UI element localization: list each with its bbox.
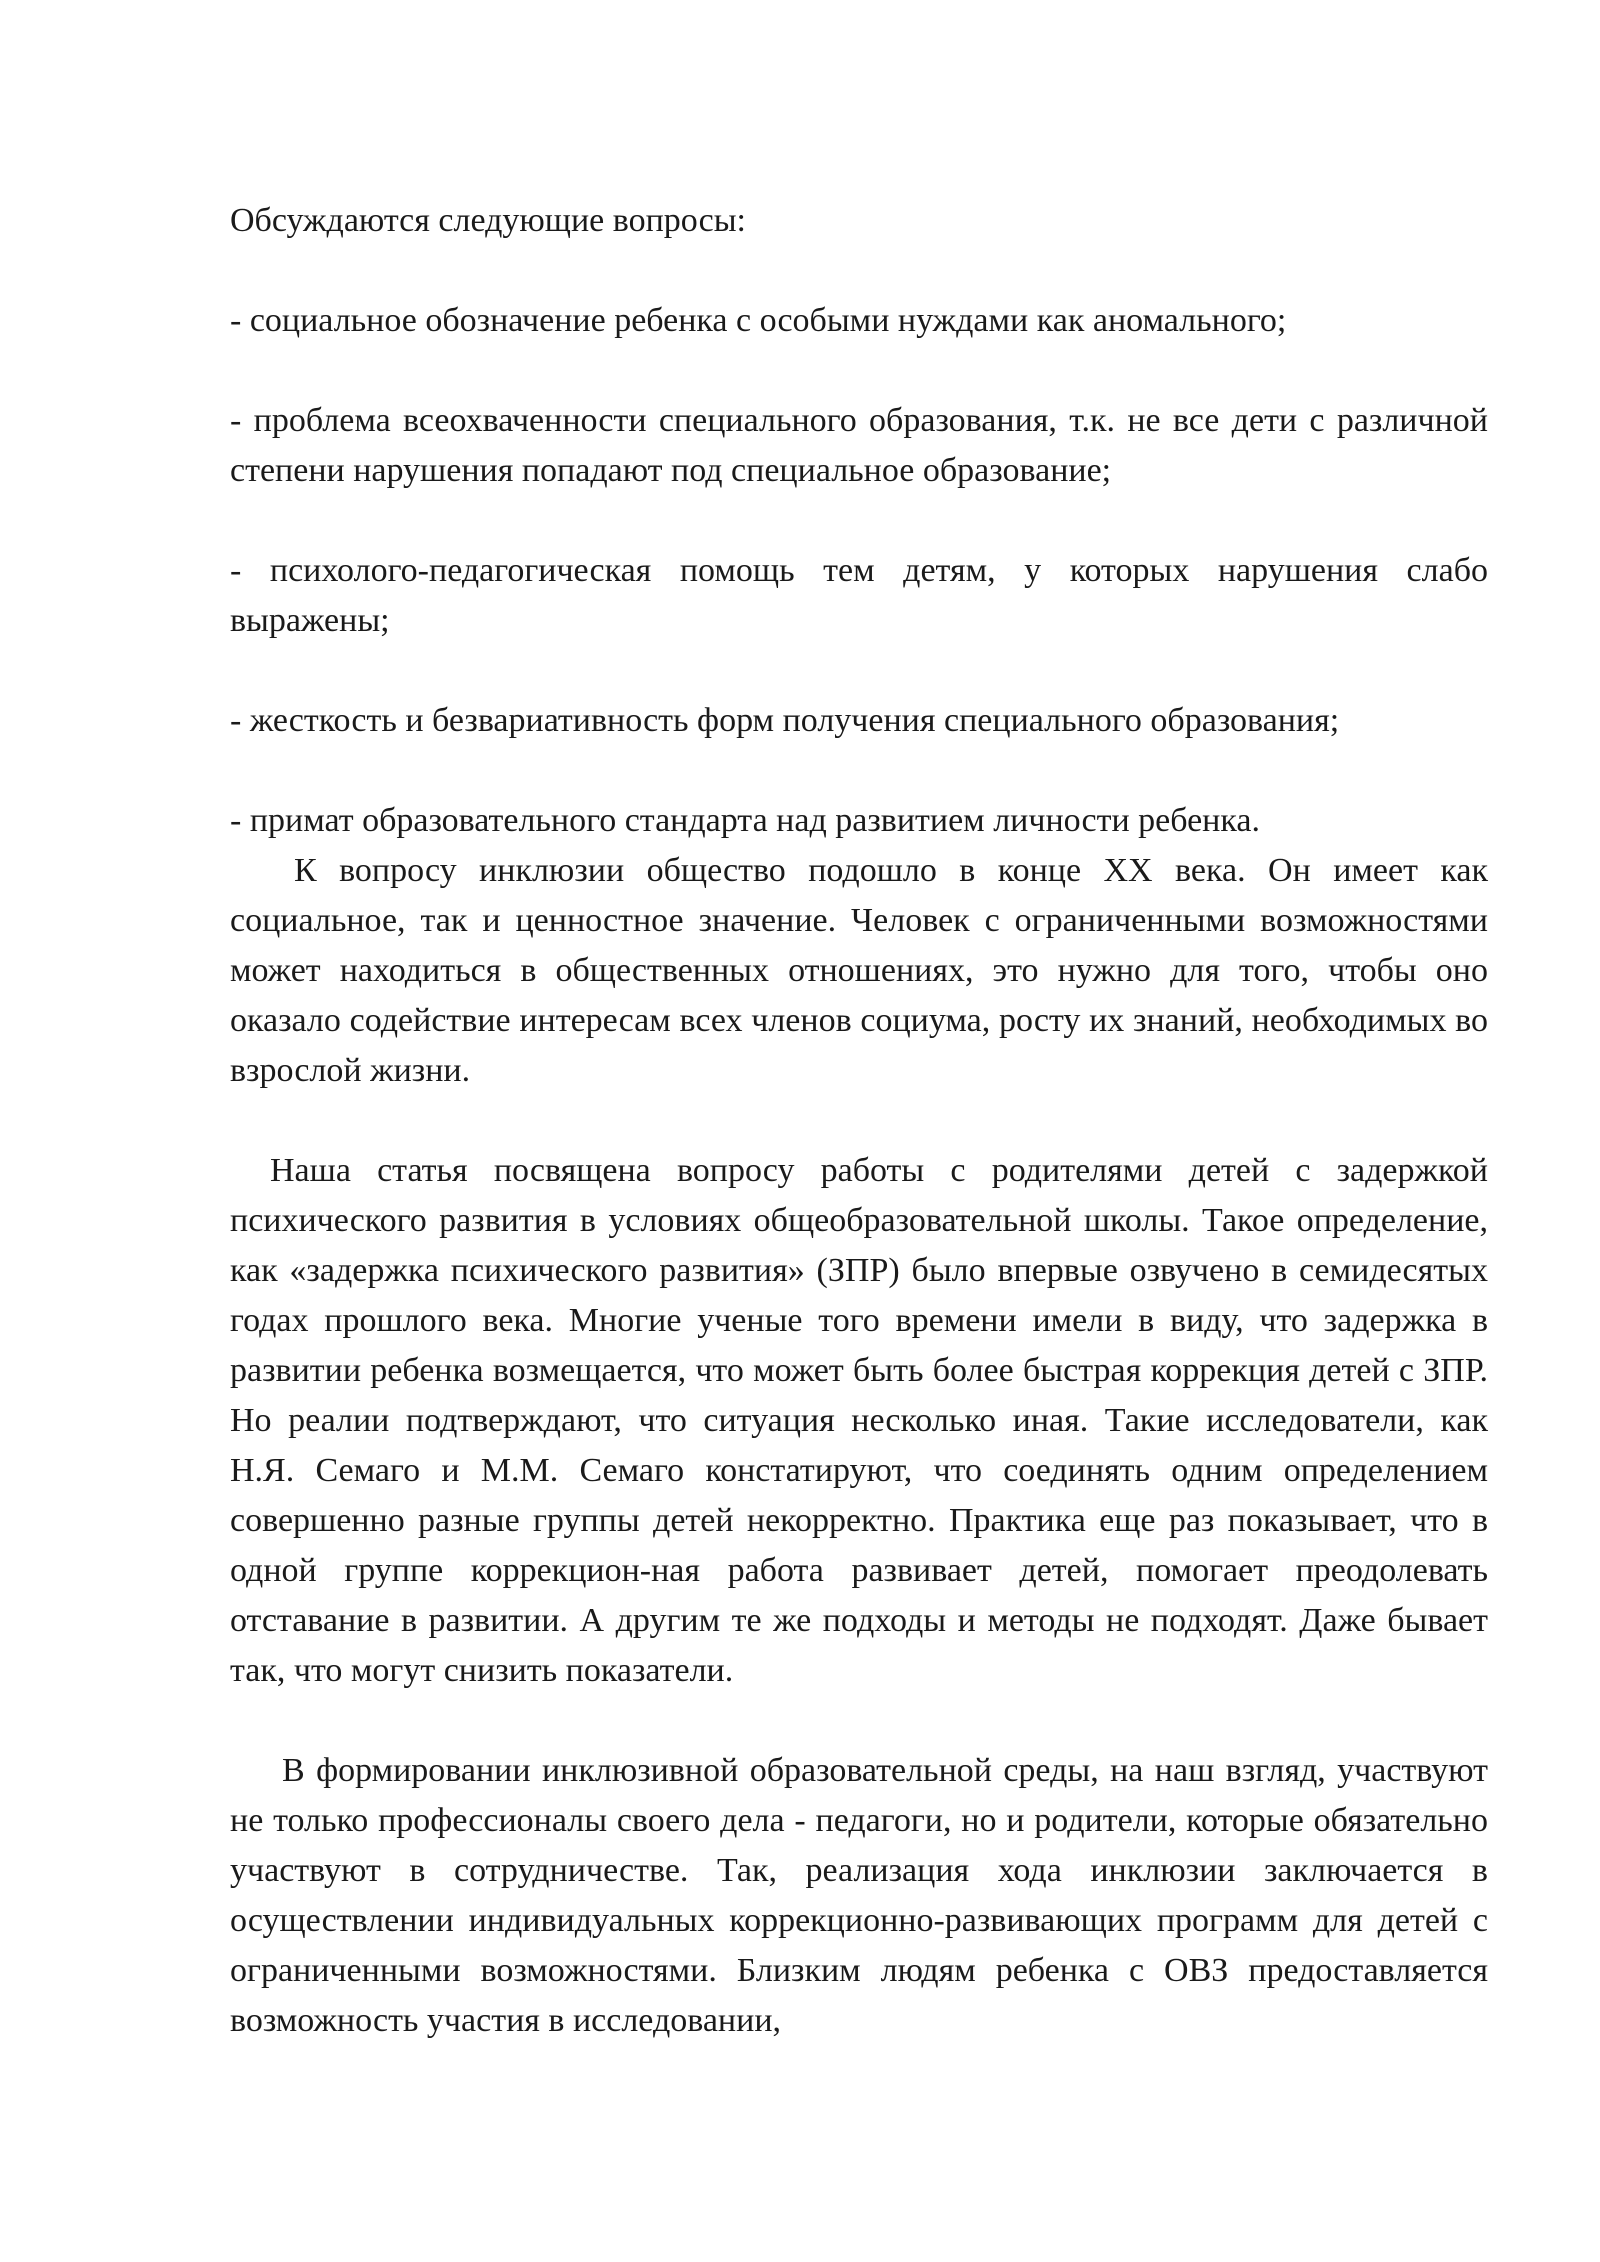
paragraph-inclusive-environment: В формировании инклюзивной образовательной среды, на наш взгляд, участвуют не только профессионалы своего дела - педагоги, но и родители, которые обязательно участвуют в сотрудничестве. Так, реализация хода инклюзии заключается в осуществлении индивидуальных коррекционно-развивающих программ для детей с ограниченными возможностями. Близким людям ребенка с ОВЗ предоставляется возможность участия в исследовании, bbox=[230, 1752, 1488, 2039]
intro-line: Обсуждаются следующие вопросы: bbox=[230, 202, 746, 239]
paragraph-inclusion: К вопросу инклюзии общество подошло в конце XX века. Он имеет как социальное, так и ценностное значение. Человек с ограниченными возможностями может находиться в общественных отношениях, это нужно для того, чтобы оно оказало содействие интересам всех членов социума, росту их знаний, необходимых во взрослой жизни. bbox=[230, 852, 1488, 1089]
list-item: - жесткость и безвариативность форм получения специального образования; bbox=[230, 702, 1340, 739]
list-item: - социальное обозначение ребенка с особыми нуждами как аномального; bbox=[230, 302, 1287, 339]
list-item: - психолого-педагогическая помощь тем детям, у которых нарушения слабо выражены; bbox=[230, 552, 1488, 639]
list-item: - проблема всеохваченности специального образования, т.к. не все дети с различной степени нарушения попадают под специальное образование; bbox=[230, 402, 1488, 489]
document-body bbox=[230, 196, 1488, 2046]
paragraph-article-topic: Наша статья посвящена вопросу работы с родителями детей с задержкой психического развития в условиях общеобразовательной школы. Такое определение, как «задержка психического развития» (ЗПР) было впервые озвучено в семидесятых годах прошлого века. Многие ученые того времени имели в виду, что задержка в развитии ребенка возмещается, что может быть более быстрая коррекция детей с ЗПР. Но реалии подтверждают, что ситуация несколько иная. Такие исследователи, как Н.Я. Семаго и М.М. Семаго констатируют, что соединять одним определением совершенно разные группы детей некорректно. Практика еще раз показывает, что в одной группе коррекцион-ная работа развивает детей, помогает преодолевать отставание в развитии. А другим те же подходы и методы не подходят. Даже бывает так, что могут снизить показатели. bbox=[230, 1152, 1488, 1689]
list-item: - примат образовательного стандарта над развитием личности ребенка. bbox=[230, 802, 1260, 839]
issues-list bbox=[230, 296, 1488, 846]
